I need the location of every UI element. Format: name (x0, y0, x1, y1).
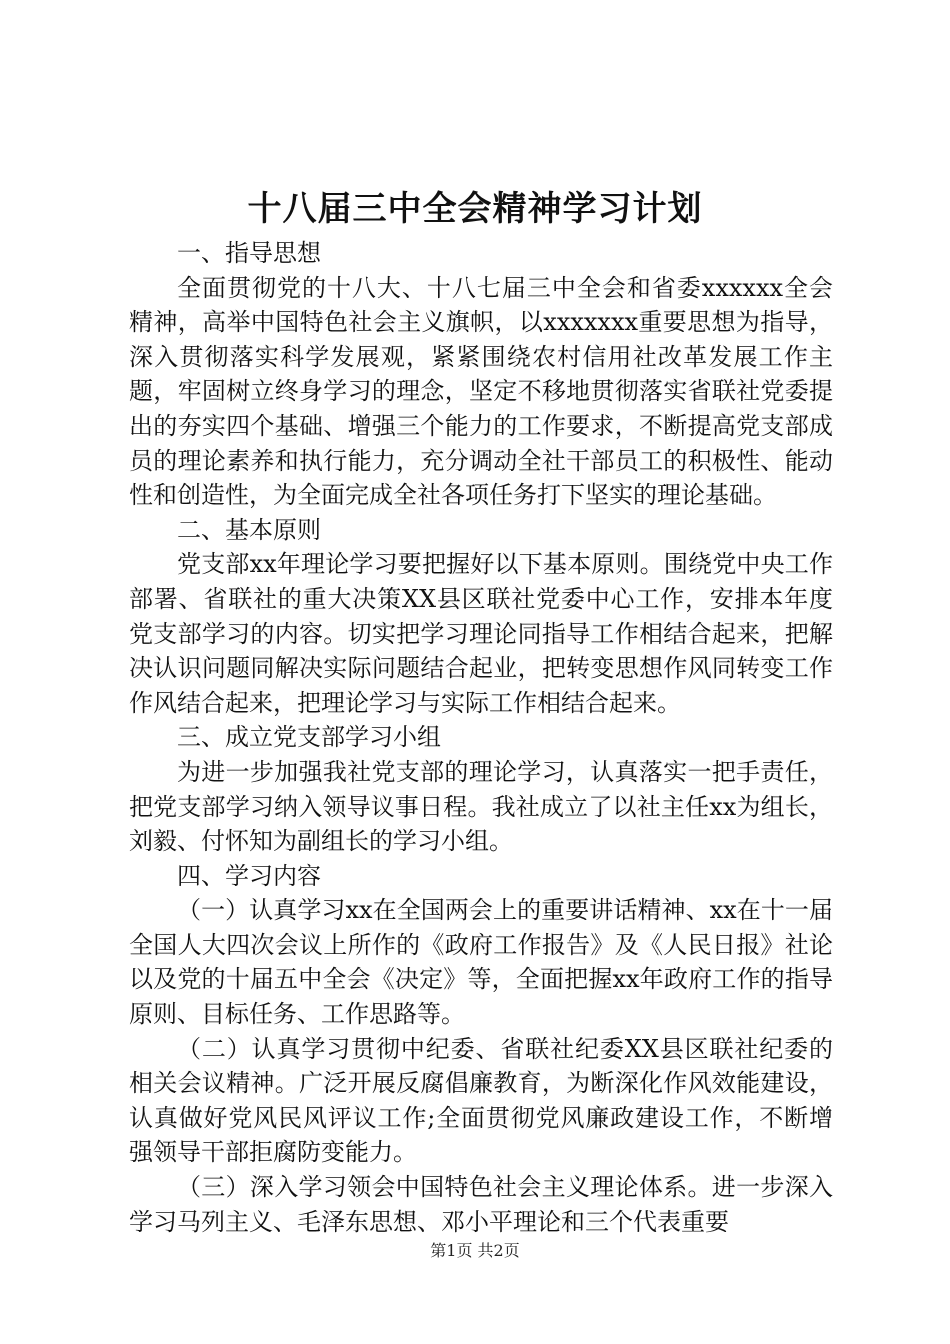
section-heading-guiding-ideology: 一、指导思想 (177, 239, 321, 267)
page-footer: 第1页 共2页 (430, 1241, 520, 1260)
section-heading-basic-principles: 二、基本原则 (177, 515, 321, 544)
paragraph-study-content-1: （一）认真学习xx在全国两会上的重要讲话精神、xx在十一届全国人大四次会议上所作的《政府工作报告》及《人民日报》社论以及党的十届五中全会《决定》等，全面把握xx年政府工作的指导原则、目标任务、工作思路等。 (129, 896, 833, 1029)
paragraph-study-content-2: （二）认真学习贯彻中纪委、省联社纪委XX县区联社纪委的相关会议精神。广泛开展反腐倡廉教育，为断深化作风效能建设，认真做好党风民风评议工作;全面贯彻党风廉政建设工作，不断增强领导干部拒腐防变能力。 (129, 1034, 833, 1167)
paragraph-study-content-3: （三）深入学习领会中国特色社会主义理论体系。进一步深入学习马列主义、毛泽东思想、邓小平理论和三个代表重要 (129, 1173, 833, 1236)
paragraph-guiding-ideology: 全面贯彻党的十八大、十八七届三中全会和省委xxxxxx全会精神，高举中国特色社会主义旗帜，以xxxxxxx重要思想为指导，深入贯彻落实科学发展观，紧紧围绕农村信用社改革发展工作主题，牢固树立终身学习的理念，坚定不移地贯彻落实省联社党委提出的夯实四个基础、增强三个能力的工作要求，不断提高党支部成员的理论素养和执行能力，充分调动全社干部员工的积极性、能动性和创造性，为全面完成全社各项任务打下坚实的理论基础。 (129, 273, 833, 510)
section-heading-study-content: 四、学习内容 (177, 861, 321, 890)
paragraph-study-group: 为进一步加强我社党支部的理论学习，认真落实一把手责任，把党支部学习纳入领导议事日程。我社成立了以社主任xx为组长，刘毅、付怀知为副组长的学习小组。 (129, 757, 833, 856)
section-heading-study-group: 三、成立党支部学习小组 (177, 723, 441, 752)
paragraph-basic-principles: 党支部xx年理论学习要把握好以下基本原则。围绕党中央工作部署、省联社的重大决策XX县区联社党委中心工作，安排本年度党支部学习的内容。切实把学习理论同指导工作相结合起来，把解决认识问题同解决实际问题结合起业，把转变思想作风同转变工作作风结合起来，把理论学习与实际工作相结合起来。 (129, 550, 833, 717)
document-title: 十八届三中全会精神学习计划 (247, 189, 703, 229)
document-body (129, 236, 833, 1239)
